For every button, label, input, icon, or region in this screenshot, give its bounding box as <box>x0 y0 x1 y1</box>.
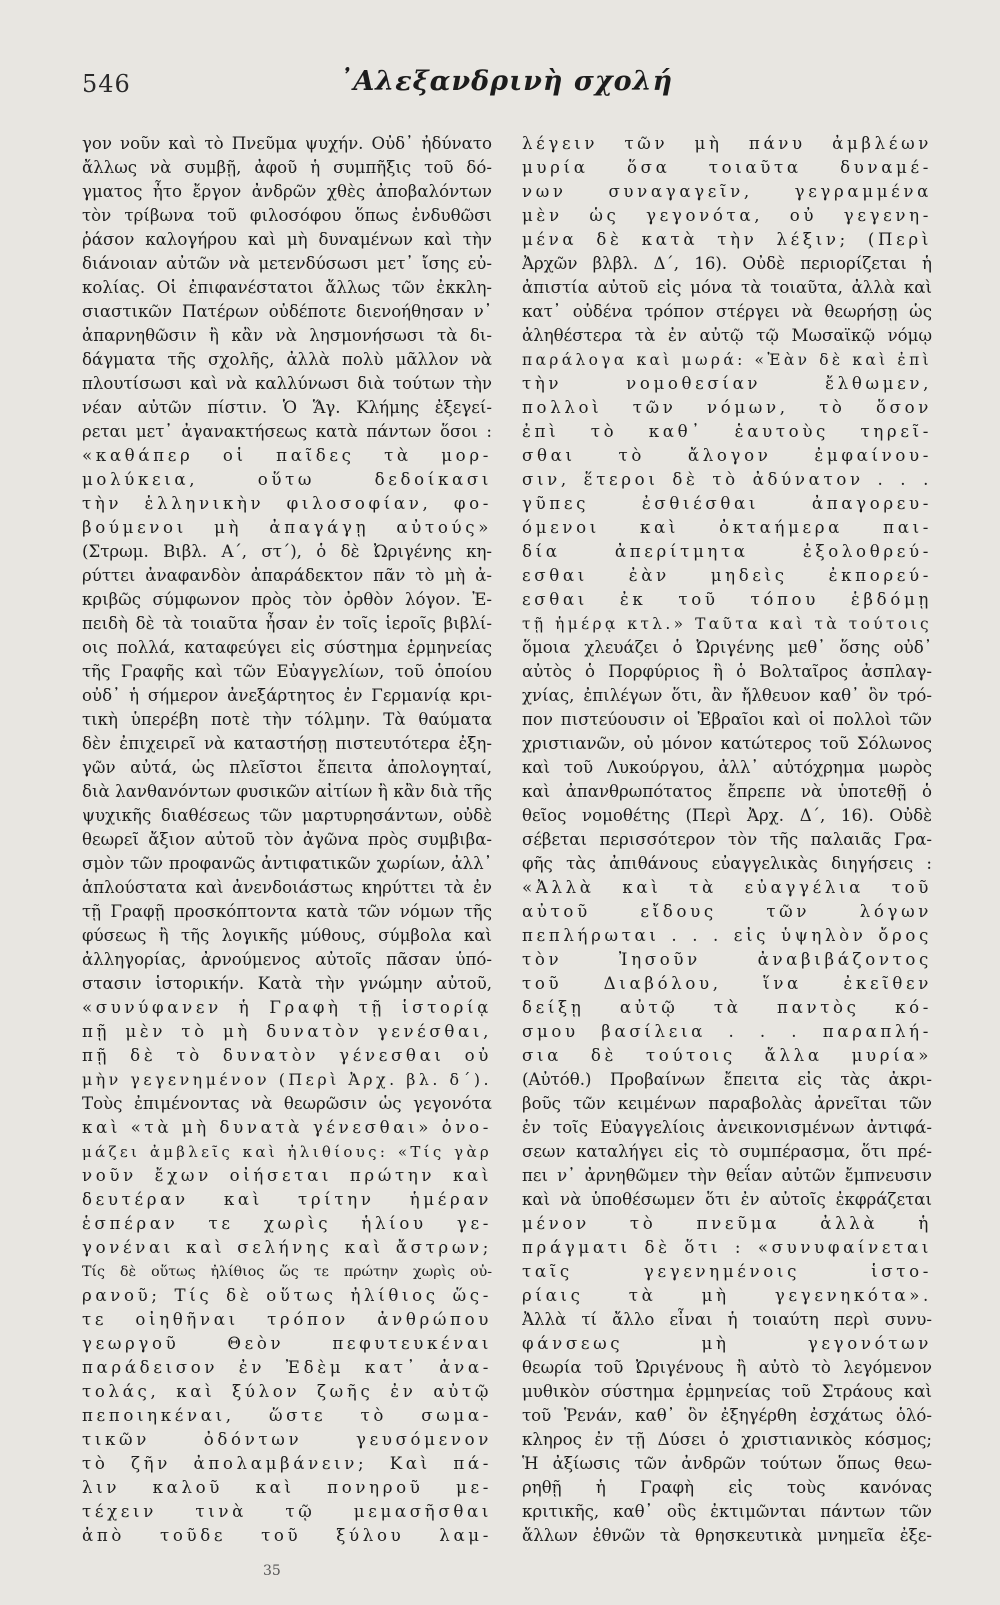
text-line: ἀληθέστερα τὰ ἐν αὐτῷ τῷ Μωσαϊκῷ νόμῳ <box>522 326 932 345</box>
text-line: οις πολλά, καταφεύγει εἰς σύστημα ἑρμηνείας <box>82 638 492 657</box>
text-line: ἀπὸ τοῦδε τοῦ ξύλου λαμ- <box>82 1526 492 1545</box>
text-line: πολλοὶ τῶν νόμων, τὸ ὅσον <box>522 398 932 417</box>
text-line: διάνοιαν αὐτῶν νὰ μετενδύσωσι μετ᾽ ἴσης εὐ- <box>82 254 492 273</box>
text-line: τολάς, καὶ ξύλον ζωῆς ἐν αὐτῷ <box>82 1382 492 1401</box>
text-line: αὐτοῦ εἴδους τῶν λόγων <box>522 902 932 921</box>
text-line: Τίς δὲ οὕτως ἠλίθιος ὥς τε πρώτην χωρὶς οὐ- <box>82 1264 492 1280</box>
running-title: ᾿Αλεξανδρινὴ σχολή <box>338 66 674 97</box>
text-line: Ἡ ἀξίωσις τῶν ἀνδρῶν τούτων ὅπως θεω- <box>522 1454 932 1473</box>
text-line: κληρος ἐν τῇ Δύσει ὁ χριστιανικὸς κόσμος; <box>522 1430 932 1449</box>
text-line: όμενοι καὶ ὀκταήμερα παι- <box>522 518 932 537</box>
text-line: φάνσεως μὴ γεγονότων <box>522 1334 932 1353</box>
text-line: μυρία ὅσα τοιαῦτα δυναμέ- <box>522 158 932 177</box>
text-line: τῇ Γραφῇ προσκόπτοντα κατὰ τῶν νόμων τῆς <box>82 902 492 921</box>
text-line: νων συναγαγεῖν, γεγραμμένα <box>522 182 932 201</box>
text-line: εσθαι ἐὰν μηδεὶς ἐκπορεύ- <box>522 566 932 585</box>
text-line: δὲν ἐπιχειρεῖ νὰ καταστήσῃ πιστευτότερα ἐξη- <box>82 734 492 753</box>
text-line: σεων καταλήγει εἰς τὸ συμπέρασμα, ὅτι πρέ- <box>522 1142 932 1161</box>
text-line: (Στρωμ. Βιβλ. Α΄, στ΄), ὁ δὲ Ὠριγένης κη- <box>82 542 492 561</box>
signature-mark: 35 <box>263 1563 281 1579</box>
text-line: ἀπαρνηθῶσιν ἢ κἂν νὰ λησμονήσωσι τὰ δι- <box>82 326 492 345</box>
text-line: λέγειν τῶν μὴ πάνυ ἀμβλέων <box>522 134 932 153</box>
text-line: κατ᾽ οὐδένα τρόπον στέργει νὰ θεωρήσῃ ὡς <box>522 302 932 321</box>
text-line: γῦπες ἐσθιέσθαι ἀπαγορευ- <box>522 494 932 513</box>
text-line: λιν καλοῦ καὶ πονηροῦ με- <box>82 1478 492 1497</box>
text-line: παράλογα καὶ μωρά: «Ἐὰν δὲ καὶ ἐπὶ <box>522 351 932 369</box>
text-line: τῇ ἡμέρᾳ κτλ.» Ταῦτα καὶ τὰ τούτοις <box>522 615 932 633</box>
text-line: ψυχικῆς διαθέσεως τῶν μαρτυρησάντων, οὐδὲ <box>82 806 492 825</box>
text-line: κριτικῆς, καθ᾽ οὓς ἐκτιμῶνται πάντων τῶν <box>522 1502 932 1521</box>
text-line: σμὸν τῶν προφανῶς ἀντιφατικῶν χωρίων, ἀλλ᾽ <box>82 854 492 873</box>
text-line: πράγματι δὲ ὅτι : «συνυφαίνεται <box>522 1238 932 1257</box>
text-line: δευτέραν καὶ τρίτην ἡμέραν <box>82 1190 492 1209</box>
text-line: Ἀρχῶν βλβλ. Δ΄, 16). Οὐδὲ περιορίζεται ἡ <box>522 254 932 273</box>
text-line: τοῦ Ῥενάν, καθ᾽ ὃν ἐξηγέρθη ἐσχάτως ὁλό- <box>522 1406 932 1425</box>
text-line: πῇ δὲ τὸ δυνατὸν γένεσθαι οὐ <box>82 1046 492 1065</box>
text-line: Ἀλλὰ τί ἄλλο εἶναι ἡ τοιαύτη περὶ συνυ- <box>522 1310 932 1329</box>
text-line: πει ν᾽ ἀρνηθῶμεν τὴν θεΐαν αὐτῶν ἔμπνευσιν <box>522 1166 932 1185</box>
text-line: ἐν τοῖς Εὐαγγελίοις ἀνεικονισμένων ἀντιφά- <box>522 1118 932 1137</box>
text-line: σέβεται περισσότερον τὸν τῆς παλαιᾶς Γρα- <box>522 830 932 849</box>
text-line: βοῦς τῶν κειμένων παραβολὰς ἀρνεῖται τῶν <box>522 1094 932 1113</box>
text-line: βούμενοι μὴ ἀπαγάγῃ αὐτούς» <box>82 518 492 537</box>
text-line: μολύκεια, οὕτω δεδοίκασι <box>82 470 492 489</box>
page-number: 546 <box>82 70 131 98</box>
text-line: θεωρεῖ ἄξιον αὐτοῦ τὸν ἀγῶνα πρὸς συμβιβα- <box>82 830 492 849</box>
text-line: κολίας. Οἱ ἐπιφανέστατοι ἄλλως τῶν ἐκκλη- <box>82 278 492 297</box>
text-line: χριστιανῶν, οὐ μόνον κατώτερος τοῦ Σόλωνος <box>522 734 932 753</box>
text-line: ἄλλως νὰ συμβῇ, ἀφοῦ ἡ συμπῆξις τοῦ δό- <box>82 158 492 177</box>
text-line: ὅμοια χλευάζει ὁ Ὠριγένης μεθ᾽ ὅσης οὐδ᾽ <box>522 638 932 657</box>
text-line: χνίας, ἐπιλέγων ὅτι, ἂν ἤλθευον καθ᾽ ὃν τρό- <box>522 686 932 705</box>
text-line: δία ἀπερίτμητα ἐξολοθρεύ- <box>522 542 932 561</box>
text-line: καὶ νὰ ὑποθέσωμεν ὅτι ἐν αὐτοῖς ἐκφράζεται <box>522 1190 932 1209</box>
text-line: πον πιστεύουσιν οἱ Ἑβραῖοι καὶ οἱ πολλοὶ τῶν <box>522 710 932 729</box>
text-line: ταῖς γεγενημένοις ἱστο- <box>522 1262 932 1281</box>
text-line: τὴν ἑλληνικὴν φιλοσοφίαν, φο- <box>82 494 492 513</box>
text-line: νέαν αὐτῶν πίστιν. Ὁ Ἅγ. Κλήμης ἐξεγεί- <box>82 398 492 417</box>
text-line: ρίαις τὰ μὴ γεγενηκότα». <box>522 1286 932 1305</box>
text-line: αὐτὸς ὁ Πορφύριος ἢ ὁ Βολταῖρος ἀσπλαγ- <box>522 662 932 681</box>
text-line: ρηθῇ ἡ Γραφὴ εἰς τοὺς κανόνας <box>522 1478 932 1497</box>
text-line: καὶ «τὰ μὴ δυνατὰ γένεσθαι» ὀνο- <box>82 1118 492 1137</box>
text-line: «Ἀλλὰ καὶ τὰ εὐαγγέλια τοῦ <box>522 878 932 897</box>
text-line: μυθικὸν σύστημα ἑρμηνείας τοῦ Στράους καὶ <box>522 1382 932 1401</box>
text-line: σιαστικῶν Πατέρων οὐδέποτε διενοήθησαν ν᾽ <box>82 302 492 321</box>
text-line: τὸ ζῆν ἀπολαμβάνειν; Καὶ πά- <box>82 1454 492 1473</box>
text-line: οὐδ᾽ ἡ σήμερον ἀνεξάρτητος ἐν Γερμανίᾳ κρι- <box>82 686 492 705</box>
text-line: ἀλληγορίας, ἀρνούμενος αὐτοῖς πᾶσαν ὑπό- <box>82 950 492 969</box>
text-line: διὰ λανθανόντων φυσικῶν αἰτίων ἢ κἂν διὰ τῆς <box>82 782 492 801</box>
text-line: γονέναι καὶ σελήνης καὶ ἄστρων; <box>82 1238 492 1257</box>
text-line: γῶν αὐτά, ὡς πλεῖστοι ἔπειτα ἀπολογηταί, <box>82 758 492 777</box>
text-line: (Αὐτόθ.) Προβαίνων ἔπειτα εἰς τὰς ἀκρι- <box>522 1070 932 1089</box>
text-line: ἁπλούστατα καὶ ἀνενδοιάστως κηρύττει τὰ ἐν <box>82 878 492 897</box>
text-line: τῆς Γραφῆς καὶ τῶν Εὐαγγελίων, τοῦ ὁποίου <box>82 662 492 681</box>
text-line: δάγματα τῆς σχολῆς, ἀλλὰ πολὺ μᾶλλον νὰ <box>82 350 492 369</box>
text-line: κριβῶς σύμφωνον πρὸς τὸν ὀρθὸν λόγον. Ἐ- <box>82 590 492 609</box>
text-line: ρεται μετ᾽ ἀγανακτήσεως κατὰ πάντων ὅσοι : <box>82 422 492 441</box>
text-line: σμου βασίλεια . . . παραπλή- <box>522 1022 932 1041</box>
text-line: μὴν γεγενημένον (Περὶ Ἀρχ. βλ. δ΄). <box>82 1070 492 1089</box>
text-line: Τοὺς ἐπιμένοντας νὰ θεωρῶσιν ὡς γεγονότα <box>82 1094 492 1113</box>
text-line: ἑσπέραν τε χωρὶς ἡλίου γε- <box>82 1214 492 1233</box>
text-line: τὴν νομοθεσίαν ἔλθωμεν, <box>522 374 932 393</box>
text-line: «συνύφανεν ἡ Γραφὴ τῇ ἱστορίᾳ <box>82 998 492 1017</box>
text-line: πλουτίσωσι καὶ νὰ καλλύνωσι διὰ τούτων τὴν <box>82 374 492 393</box>
text-line: τὸν τρίβωνα τοῦ φιλοσόφου ὅπως ἐνδυθῶσι <box>82 206 492 225</box>
text-line: εσθαι ἐκ τοῦ τόπου ἑβδόμῃ <box>522 590 932 609</box>
text-line: σθαι τὸ ἄλογον ἐμφαίνου- <box>522 446 932 465</box>
text-line: θεωρία τοῦ Ὠριγένους ἢ αὐτὸ τὸ λεγόμενον <box>522 1358 932 1377</box>
text-line: μὲν ὡς γεγονότα, οὐ γεγενη- <box>522 206 932 225</box>
text-line: μένα δὲ κατὰ τὴν λέξιν; (Περὶ <box>522 230 932 249</box>
text-line: σια δὲ τούτοις ἄλλα μυρία» <box>522 1046 932 1065</box>
text-line: φῆς τὰς ἀπιθάνους εὐαγγελικὰς διηγήσεις : <box>522 854 932 873</box>
text-line: σιν, ἕτεροι δὲ τὸ ἀδύνατον . . . <box>522 470 932 489</box>
text-line: τικῶν ὀδόντων γευσόμενον <box>82 1430 492 1449</box>
text-line: ἄλλων ἐθνῶν τὰ θρησκευτικὰ μνημεῖα ἐξε- <box>522 1526 932 1545</box>
text-line: γματος ἦτο ἔργον ἀνδρῶν χθὲς ἀποβαλόντων <box>82 182 492 201</box>
text-line: «καθάπερ οἱ παῖδες τὰ μορ- <box>82 446 492 465</box>
text-line: γον νοῦν καὶ τὸ Πνεῦμα ψυχήν. Οὐδ᾽ ἠδύνατο <box>82 134 492 153</box>
text-line: ῥάσον καλογήρου καὶ μὴ δυναμένων καὶ τὴν <box>82 230 492 249</box>
text-line: ρύττει ἀναφανδὸν ἀπαράδεκτον πᾶν τὸ μὴ ἀ- <box>82 566 492 585</box>
text-line: μάζει ἀμβλεῖς καὶ ἠλιθίους: «Τίς γὰρ <box>82 1143 492 1161</box>
text-line: καὶ τοῦ Λυκούργου, ἀλλ᾽ αὐτόχρημα μωρὸς <box>522 758 932 777</box>
text-line: δείξῃ αὐτῷ τὰ παντὸς κό- <box>522 998 932 1017</box>
text-line: τὸν Ἰησοῦν ἀναβιβάζοντος <box>522 950 932 969</box>
text-line: φύσεως ἢ τῆς λογικῆς μύθους, σύμβολα καὶ <box>82 926 492 945</box>
text-line: ρανοῦ; Τίς δὲ οὕτως ἠλίθιος ὥς- <box>82 1286 492 1305</box>
text-line: ἀπιστία αὐτοῦ εἰς μόνα τὰ τοιαῦτα, ἀλλὰ καὶ <box>522 278 932 297</box>
text-line: μένον τὸ πνεῦμα ἀλλὰ ἡ <box>522 1214 932 1233</box>
text-line: πῇ μὲν τὸ μὴ δυνατὸν γενέσθαι, <box>82 1022 492 1041</box>
text-line: καὶ ἀπανθρωπότατος ἔπρεπε νὰ ὑποτεθῇ ὁ <box>522 782 932 801</box>
text-line: πεπλήρωται . . . εἰς ὑψηλὸν ὄρος <box>522 926 932 945</box>
left-text-column <box>82 132 492 1547</box>
text-line: ἐπὶ τὸ καθ᾽ ἑαυτοὺς τηρεῖ- <box>522 422 932 441</box>
text-line: στασιν ἱστορικήν. Κατὰ τὴν γνώμην αὐτοῦ, <box>82 974 492 993</box>
text-line: παράδεισον ἐν Ἐδὲμ κατ᾽ ἀνα- <box>82 1358 492 1377</box>
text-line: τέχειν τινὰ τῷ μεμασῆσθαι <box>82 1502 492 1521</box>
page-header <box>82 66 930 110</box>
text-line: τοῦ Διαβόλου, ἵνα ἐκεῖθεν <box>522 974 932 993</box>
text-line: πειδὴ δὲ τὰ τοιαῦτα ἦσαν ἐν τοῖς ἱεροῖς βιβλί- <box>82 614 492 633</box>
text-line: νοῦν ἔχων οἰήσεται πρώτην καὶ <box>82 1166 492 1185</box>
text-line: τε οἰηθῆναι τρόπον ἀνθρώπου <box>82 1310 492 1329</box>
right-text-column <box>522 132 932 1547</box>
text-line: θεῖος νομοθέτης (Περὶ Ἀρχ. Δ΄, 16). Οὐδὲ <box>522 806 932 825</box>
text-line: τικὴ ὑπερέβη ποτὲ τὴν τόλμην. Τὰ θαύματα <box>82 710 492 729</box>
text-line: πεποιηκέναι, ὥστε τὸ σωμα- <box>82 1406 492 1425</box>
text-line: γεωργοῦ Θεὸν πεφυτευκέναι <box>82 1334 492 1353</box>
